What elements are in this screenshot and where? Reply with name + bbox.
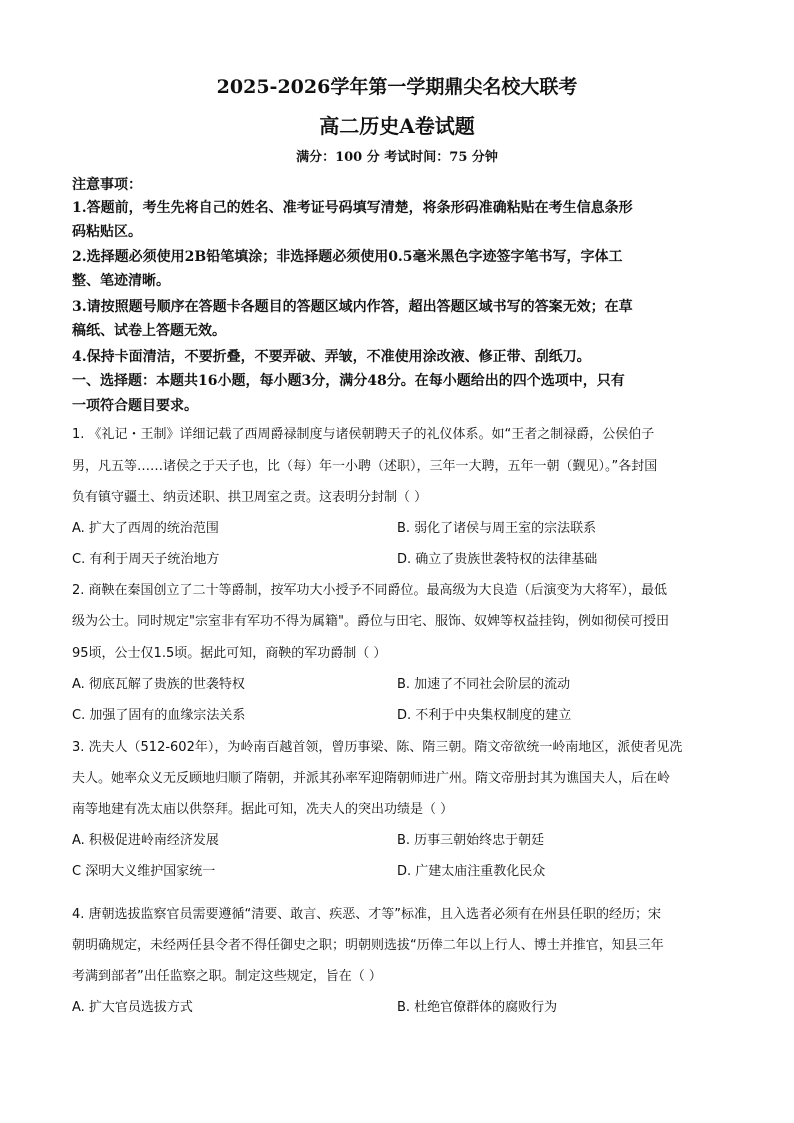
question-1-text: 男，凡五等……诸侯之于天子也，比（每）年一小聘（述职），三年一大聘，五年一朝（觐见）。”各封国 <box>72 459 658 474</box>
question-1-option-d: D. 确立了贵族世袭特权的法律基础 <box>397 552 598 567</box>
question-1-text: 负有镇守疆土、纳贡述职、拱卫周室之责。这表明分封制（ ） <box>72 490 428 505</box>
question-4-option-b: B. 杜绝官僚群体的腐败行为 <box>397 1000 558 1015</box>
question-2-option-a: A. 彻底瓦解了贵族的世袭特权 <box>72 677 245 692</box>
question-1-option-c: C. 有利于周天子统治地方 <box>72 552 220 567</box>
notice-line: 整、笔迹清晰。 <box>72 273 170 289</box>
question-1-text: 1. 《礼记・王制》详细记载了西周爵禄制度与诸侯朝聘天子的礼仪体系。如“王者之制禄爵，公侯伯子 <box>72 427 655 442</box>
question-2-text: 2. 商鞅在秦国创立了二十等爵制，按军功大小授予不同爵位。最高级为大良造（后演变为大将军），最低 <box>72 583 668 598</box>
notice-heading: 注意事项： <box>72 177 142 193</box>
notice-line: 3.请按照题号顺序在答题卡各题目的答题区域内作答，超出答题区域书写的答案无效；在草 <box>72 299 633 315</box>
notice-line: 1.答题前，考生先将自己的姓名、准考证号码填写清楚，将条形码准确粘贴在考生信息条形 <box>72 200 633 216</box>
question-1-option-a: A. 扩大了西周的统治范围 <box>72 521 219 536</box>
score-time: 满分：100 分 考试时间：75 分钟 <box>296 150 498 165</box>
question-1-option-b: B. 弱化了诸侯与周王室的宗法联系 <box>397 521 597 536</box>
paper-title: 高二历史A卷试题 <box>319 114 475 138</box>
question-2-option-c: C. 加强了固有的血缘宗法关系 <box>72 708 246 723</box>
question-4-text: 朝明确规定，未经两任县令者不得任御史之职；明朝则选拔“历俸二年以上行人、博士并推官，知县三年 <box>72 938 664 953</box>
notice-line: 2.选择题必须使用2B铅笔填涂；非选择题必须使用0.5毫米黑色字迹签字笔书写，字体工 <box>72 249 623 265</box>
question-3-text: 南等地建有冼太庙以供祭拜。据此可知，冼夫人的突出功绩是（ ） <box>72 802 454 817</box>
section-heading: 一项符合题目要求。 <box>72 398 198 414</box>
notice-line: 码粘贴区。 <box>72 224 142 240</box>
notice-line: 4.保持卡面清洁，不要折叠，不要弄破、弄皱，不准使用涂改液、修正带、刮纸刀。 <box>72 349 591 365</box>
exam-title: 2025-2026学年第一学期鼎尖名校大联考 <box>216 76 578 98</box>
question-2-option-b: B. 加速了不同社会阶层的流动 <box>397 677 571 692</box>
question-3-option-b: B. 历事三朝始终忠于朝廷 <box>397 833 545 848</box>
question-4-text: 4. 唐朝选拔监察官员需要遵循“清要、敢言、疾恶、才等”标准，且入选者必须有在州县任职的经历；宋 <box>72 907 662 922</box>
question-2-text: 95顷，公士仅1.5顷。据此可知，商鞅的军功爵制（ ） <box>72 646 387 661</box>
question-3-option-a: A. 积极促进岭南经济发展 <box>72 833 219 848</box>
question-3-option-d: D. 广建太庙注重教化民众 <box>397 864 546 879</box>
notice-line: 稿纸、试卷上答题无效。 <box>72 323 226 339</box>
question-2-text: 级为公士。同时规定"宗室非有军功不得为属籍"。爵位与田宅、服饰、奴婢等权益挂钩，例如彻侯可授田 <box>72 614 669 629</box>
question-3-text: 夫人。她率众义无反顾地归顺了隋朝，并派其孙率军迎隋朝师进广州。隋文帝册封其为谯国夫人，后在岭 <box>72 771 671 786</box>
question-3-option-c: C 深明大义维护国家统一 <box>72 864 216 879</box>
question-2-option-d: D. 不利于中央集权制度的建立 <box>397 708 572 723</box>
section-heading: 一、选择题：本题共16小题，每小题3分，满分48分。在每小题给出的四个选项中，只有 <box>72 373 625 389</box>
question-4-text: 考满到部者”出任监察之职。制定这些规定，旨在（ ） <box>72 969 382 984</box>
question-3-text: 3. 冼夫人（512-602年），为岭南百越首领，曾历事梁、陈、隋三朝。隋文帝欲统一岭南地区，派使者见冼 <box>72 740 683 755</box>
question-4-option-a: A. 扩大官员选拔方式 <box>72 1000 193 1015</box>
